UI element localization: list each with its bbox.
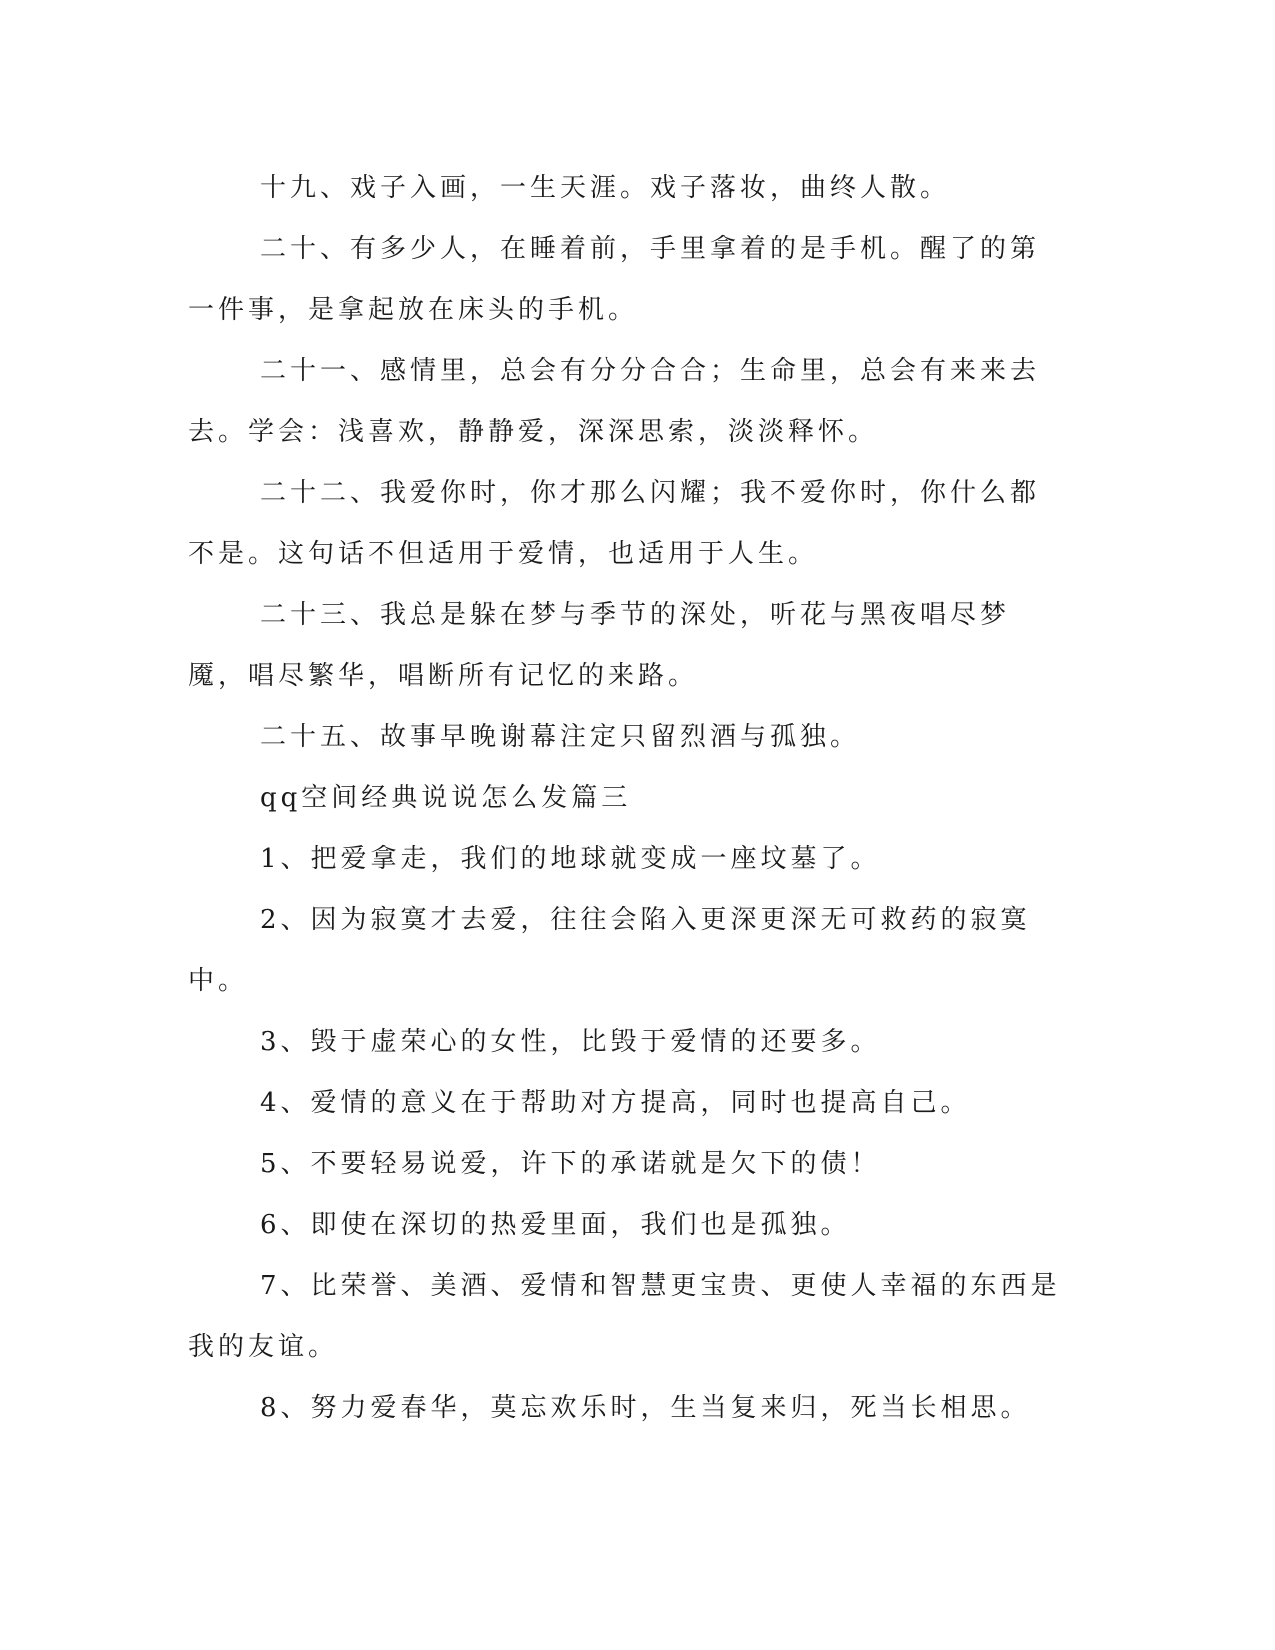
- paragraph: 十九、戏子入画，一生天涯。戏子落妆，曲终人散。: [260, 173, 951, 203]
- paragraph: 二十二、我爱你时，你才那么闪耀；我不爱你时，你什么都不是。这句话不但适用于爱情，也适用于人生。: [188, 478, 1041, 569]
- paragraph: 二十一、感情里，总会有分分合合；生命里，总会有来来去去。学会：浅喜欢，静静爱，深深思索，淡淡释怀。: [188, 356, 1041, 447]
- paragraph: 2、因为寂寞才去爱，往往会陷入更深更深无可救药的寂寞中。: [188, 905, 1031, 996]
- paragraph: 6、即使在深切的热爱里面，我们也是孤独。: [260, 1210, 851, 1240]
- paragraph: 4、爱情的意义在于帮助对方提高，同时也提高自己。: [260, 1088, 971, 1118]
- document-body: [188, 158, 1068, 1439]
- paragraph: 二十、有多少人，在睡着前，手里拿着的是手机。醒了的第一件事，是拿起放在床头的手机。: [188, 234, 1041, 325]
- paragraph: 5、不要轻易说爱，许下的承诺就是欠下的债！: [260, 1149, 881, 1179]
- paragraph: 二十三、我总是躲在梦与季节的深处，听花与黑夜唱尽梦魇，唱尽繁华，唱断所有记忆的来路。: [188, 600, 1011, 691]
- paragraph: 8、努力爱春华，莫忘欢乐时，生当复来归，死当长相思。: [260, 1393, 1031, 1423]
- paragraph: 3、毁于虚荣心的女性，比毁于爱情的还要多。: [260, 1027, 881, 1057]
- paragraph: 二十五、故事早晚谢幕注定只留烈酒与孤独。: [260, 722, 861, 752]
- section-heading: qq空间经典说说怎么发篇三: [260, 783, 632, 813]
- paragraph: 1、把爱拿走，我们的地球就变成一座坟墓了。: [260, 844, 881, 874]
- paragraph: 7、比荣誉、美酒、爱情和智慧更宝贵、更使人幸福的东西是我的友谊。: [188, 1271, 1061, 1362]
